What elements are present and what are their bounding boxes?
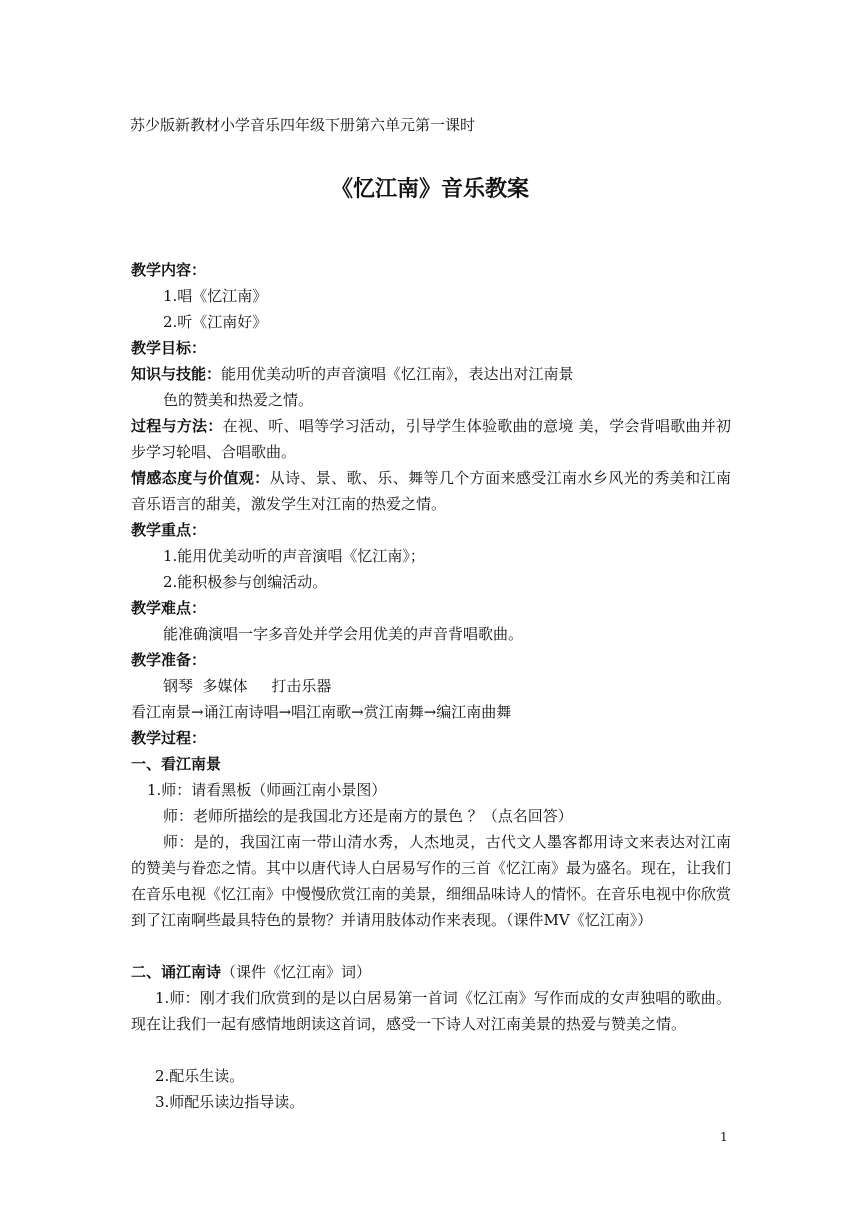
part2-heading: 二、诵江南诗	[131, 963, 222, 981]
content-item: 1.唱《忆江南》	[163, 287, 268, 305]
key-item: 2.能积极参与创编活动。	[163, 573, 328, 591]
goal-process	[131, 413, 731, 465]
part2-note: （课件《忆江南》词）	[221, 963, 372, 981]
goal-knowledge-text: 能用优美动听的声音演唱《忆江南》，表达出对江南景	[221, 365, 574, 383]
process-heading: 教学过程：	[131, 729, 207, 747]
content-item: 2.听《江南好》	[163, 313, 268, 331]
part2-heading-line	[131, 959, 371, 985]
goal-emotion-label: 情感态度与价值观：	[131, 469, 270, 487]
prep-heading: 教学准备：	[131, 651, 207, 669]
prep-text: 钢琴 多媒体 打击乐器	[163, 677, 332, 695]
page-title: 《忆江南》音乐教案	[330, 176, 529, 202]
key-heading: 教学重点：	[131, 521, 207, 539]
course-subtitle: 苏少版新教材小学音乐四年级下册第六单元第一课时	[130, 116, 476, 134]
goal-knowledge-label: 知识与技能：	[131, 365, 222, 383]
part2-item: 3.师配乐读边指导读。	[155, 1093, 305, 1111]
key-item: 1.能用优美动听的声音演唱《忆江南》；	[163, 547, 425, 565]
difficulty-text: 能准确演唱一字多音处并学会用优美的声音背唱歌曲。	[163, 625, 524, 643]
goal-emotion-text: 从诗、景、歌、乐、舞等几个方面来感受江南水乡风光的秀美和江南音乐语言的甜美，激发学生对江南的热爱之情。	[131, 469, 731, 513]
part1-line: 师：老师所描绘的是我国北方还是南方的景色 ？（点名回答）	[163, 807, 573, 825]
goal-process-label: 过程与方法：	[131, 417, 223, 435]
goal-process-text: 在视、听、唱等学习活动，引导学生体验歌曲的意境 美，学会背唱歌曲并初 步学习轮唱、合唱歌曲。	[131, 417, 731, 461]
part1-heading: 一、看江南景	[131, 755, 222, 773]
content-heading: 教学内容：	[131, 261, 207, 279]
difficulty-heading: 教学难点：	[131, 599, 207, 617]
flow-text: 看江南景→诵江南诗唱→唱江南歌→赏江南舞→编江南曲舞	[131, 703, 512, 721]
goals-heading: 教学目标：	[131, 339, 207, 357]
part1-paragraph: 师：是的，我国江南一带山清水秀，人杰地灵，古代文人墨客都用诗文来表达对江南的赞美与眷恋之情。其中以唐代诗人白居易写作的三首《忆江南》最为盛名。现在，让我们在音乐电视《忆江南》中慢慢欣赏江南的美景，细细品味诗人的情怀。在音乐电视中你欣赏到了江南啊些最具特色的景物？并请用肢体动作来表现。（课件MV《忆江南》）	[131, 833, 732, 929]
goal-knowledge	[131, 361, 574, 387]
page-number: 1	[720, 1130, 728, 1144]
part1-line: 1.师：请看黑板（师画江南小景图）	[147, 781, 387, 799]
part2-paragraph: 1.师：刚才我们欣赏到的是以白居易第一首词《忆江南》写作而成的女声独唱的歌曲。现在让我们一起有感情地朗读这首词，感受一下诗人对江南美景的热爱与赞美之情。	[131, 989, 731, 1033]
part2-item: 2.配乐生读。	[155, 1067, 245, 1085]
goal-emotion	[131, 465, 731, 517]
goal-knowledge-continued: 色的赞美和热爱之情。	[163, 391, 314, 409]
